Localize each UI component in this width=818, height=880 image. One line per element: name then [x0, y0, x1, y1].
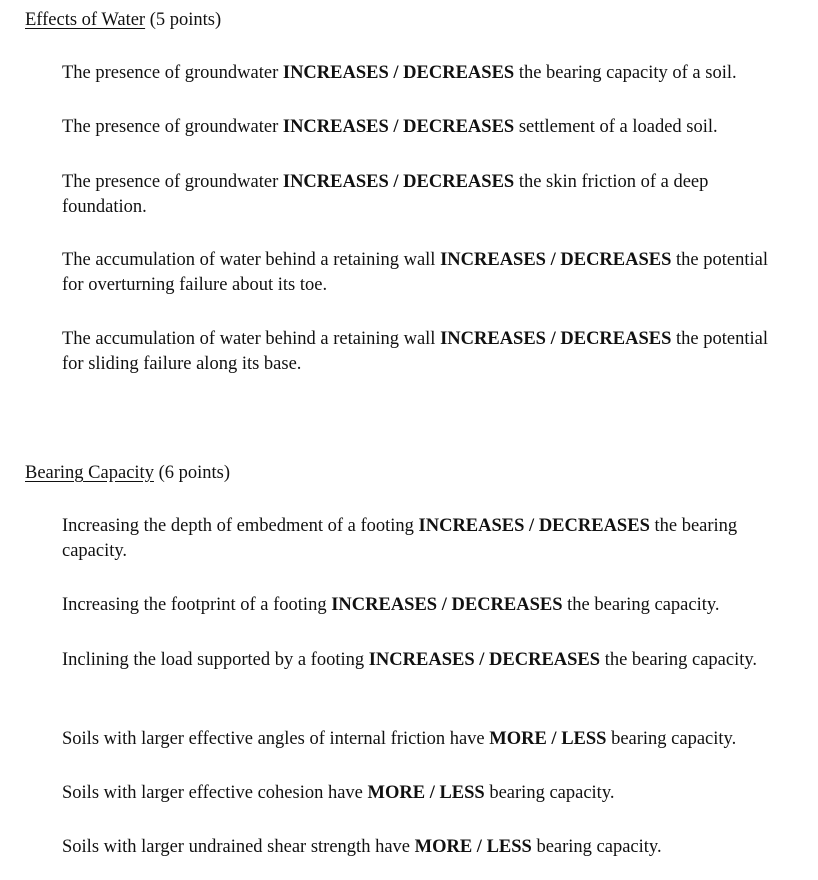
question-text: the skin friction of a deep foundation. — [62, 172, 709, 217]
answer-choice[interactable]: MORE / LESS — [489, 729, 607, 749]
question-text: Increasing the footprint of a footing — [62, 595, 332, 615]
answer-choice[interactable]: MORE / LESS — [414, 837, 532, 857]
question-item — [62, 248, 792, 298]
question-item — [62, 61, 792, 86]
question-text: the bearing capacity of a soil. — [514, 63, 737, 83]
question-text: The presence of groundwater — [62, 172, 283, 192]
section-points: (5 points) — [149, 10, 222, 30]
question-text: bearing capacity. — [531, 837, 662, 857]
answer-choice[interactable]: INCREASES / DECREASES — [282, 172, 515, 192]
question-item — [62, 115, 792, 140]
answer-choice[interactable]: INCREASES / DECREASES — [418, 516, 650, 536]
question-item — [62, 727, 792, 752]
answer-choice[interactable]: INCREASES / DECREASES — [440, 250, 672, 270]
question-text: the bearing capacity. — [600, 650, 758, 670]
answer-choice[interactable]: INCREASES / DECREASES — [368, 650, 601, 670]
question-item — [62, 781, 792, 806]
answer-choice[interactable]: INCREASES / DECREASES — [282, 63, 515, 83]
question-text: the potential for sliding failure along its base. — [62, 329, 768, 374]
section-heading-bearing-capacity — [25, 461, 230, 486]
question-text: Soils with larger undrained shear strength have — [62, 837, 415, 857]
question-text: settlement of a loaded soil. — [514, 117, 718, 137]
answer-choice[interactable]: INCREASES / DECREASES — [331, 595, 563, 615]
question-text: bearing capacity. — [606, 729, 737, 749]
question-text: Soils with larger effective cohesion have — [62, 783, 368, 803]
question-item — [62, 835, 792, 860]
section-points: (6 points) — [158, 463, 231, 483]
question-text: The accumulation of water behind a retaining wall — [62, 250, 441, 270]
question-text: The presence of groundwater — [62, 117, 283, 137]
section-title: Effects of Water — [25, 10, 146, 30]
question-item — [62, 170, 792, 220]
section-title: Bearing Capacity — [25, 463, 154, 483]
answer-choice[interactable]: INCREASES / DECREASES — [440, 329, 672, 349]
answer-choice[interactable]: MORE / LESS — [367, 783, 485, 803]
question-item — [62, 648, 792, 673]
answer-choice[interactable]: INCREASES / DECREASES — [282, 117, 515, 137]
question-text: bearing capacity. — [484, 783, 615, 803]
question-item — [62, 593, 792, 618]
question-text: The presence of groundwater — [62, 63, 283, 83]
question-text: Increasing the depth of embedment of a footing — [62, 516, 419, 536]
question-item — [62, 327, 792, 377]
question-text: Soils with larger effective angles of internal friction have — [62, 729, 490, 749]
question-text: the bearing capacity. — [62, 516, 738, 561]
question-item — [62, 514, 792, 564]
section-heading-effects-of-water — [25, 8, 221, 33]
question-text: the bearing capacity. — [562, 595, 720, 615]
question-text: the potential for overturning failure about its toe. — [62, 250, 768, 295]
question-text: Inclining the load supported by a footing — [62, 650, 369, 670]
question-text: The accumulation of water behind a retaining wall — [62, 329, 441, 349]
